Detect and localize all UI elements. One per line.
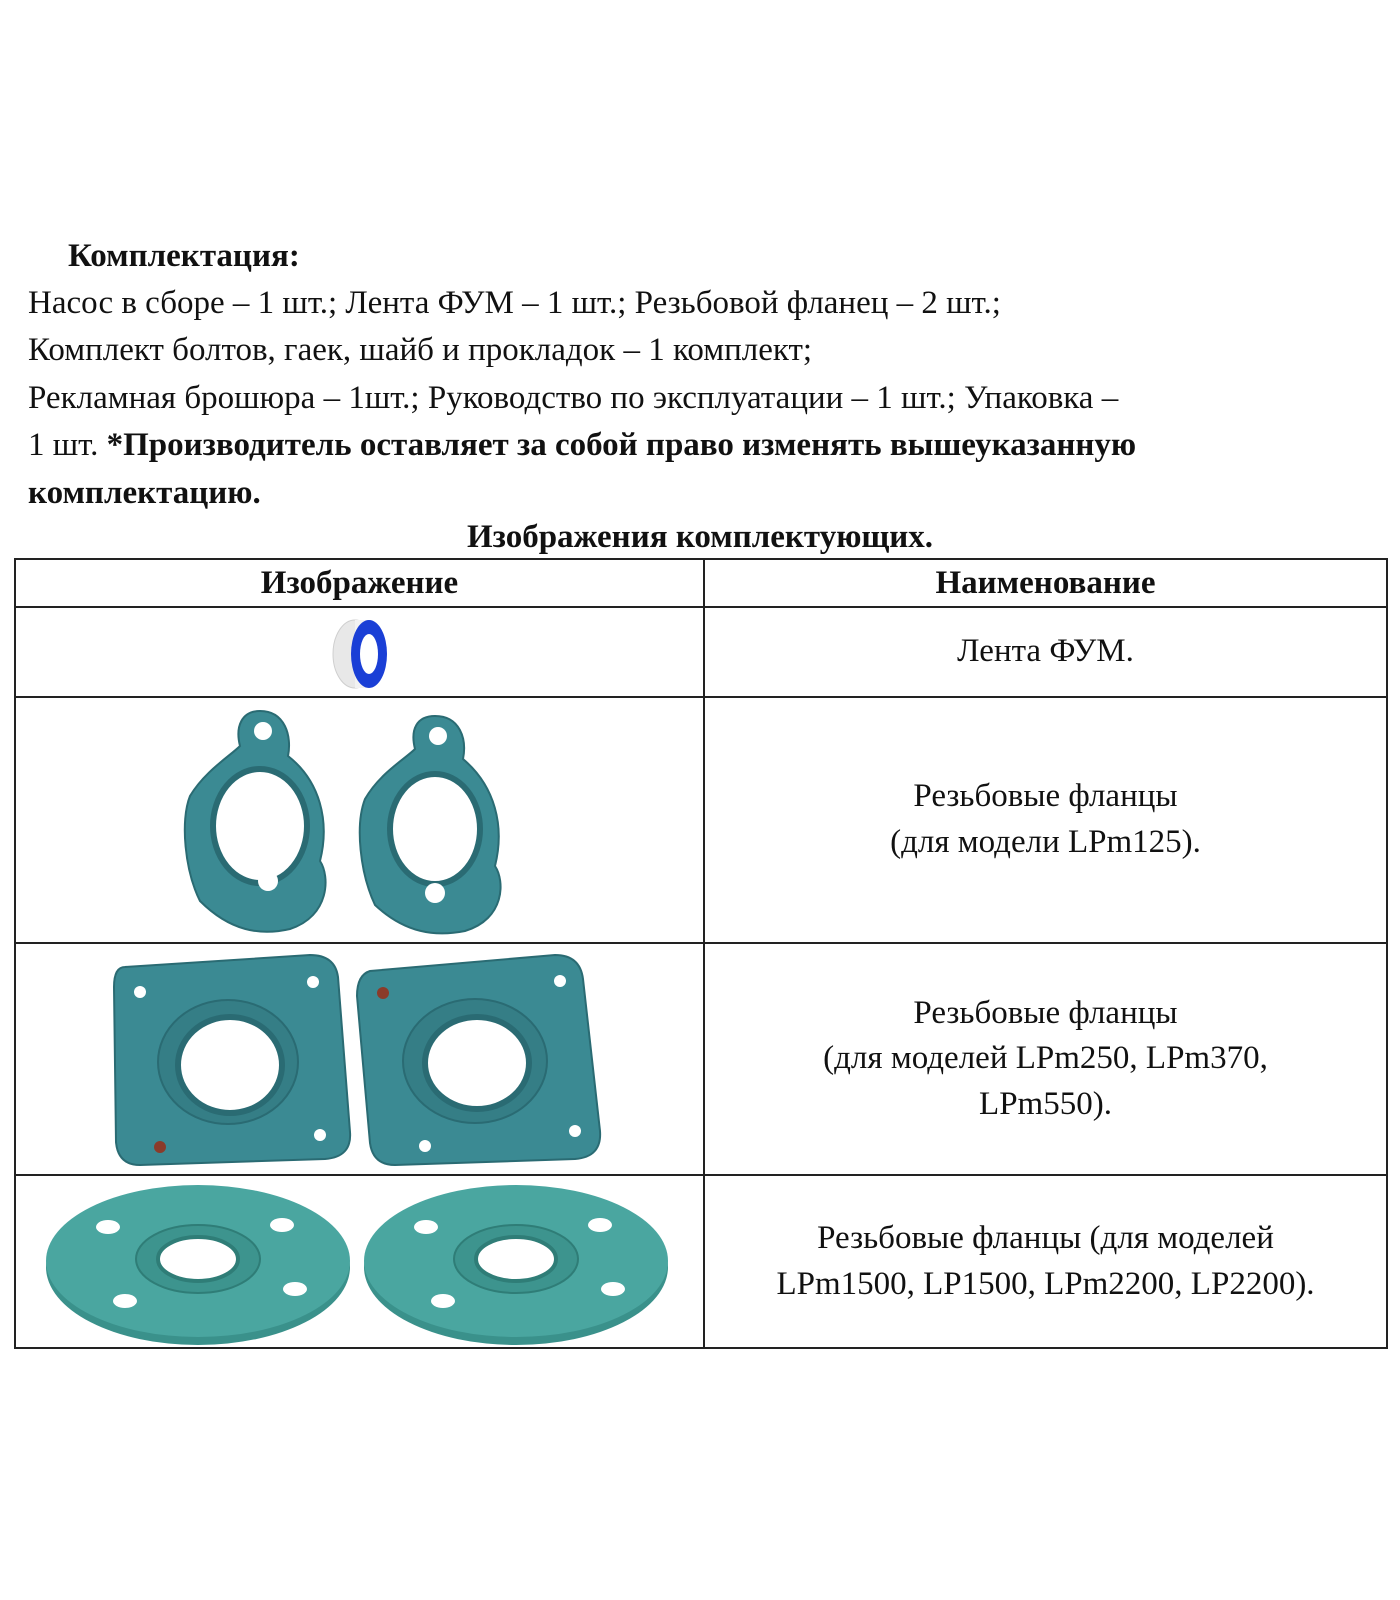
table-row (15, 607, 1387, 697)
image-cell (15, 607, 704, 697)
square-flanges-icon (110, 947, 610, 1171)
name-cell (704, 943, 1387, 1175)
name-cell (704, 607, 1387, 697)
name-line: Резьбовые фланцы (913, 994, 1178, 1031)
table-header-row (15, 559, 1387, 607)
image-cell (15, 697, 704, 943)
image-cell (15, 1175, 704, 1348)
kit-line-5: комплектацию. (28, 475, 261, 511)
name-line: (для модели LPm125). (890, 824, 1201, 860)
table-row (15, 697, 1387, 943)
parts-table (14, 558, 1388, 1349)
round-flanges-icon (40, 1179, 680, 1345)
name-line: LPm1500, LP1500, LPm2200, LP2200). (776, 1265, 1315, 1302)
image-cell (15, 943, 704, 1175)
name-line: (для моделей LPm250, LPm370, (823, 1040, 1268, 1077)
header-name: Наименование (704, 559, 1387, 607)
manufacturer-note: *Производитель оставляет за собой право изменять вышеуказанную (106, 427, 1137, 463)
oval-flanges-icon (180, 701, 540, 939)
kit-line-3: Рекламная брошюра – 1шт.; Руководство по эксплуатации – 1 шт.; Упаковка – (28, 380, 1119, 416)
table-row (15, 943, 1387, 1175)
kit-line-4-plain: 1 шт. (28, 427, 107, 463)
name-line: Лента ФУМ. (957, 633, 1134, 670)
ptfe-tape-roll-icon (320, 612, 400, 692)
kit-line-2: Комплект болтов, гаек, шайб и прокладок – 1 комплект; (28, 332, 813, 368)
kit-heading: Комплектация: (68, 238, 300, 274)
name-line: Резьбовые фланцы (913, 778, 1178, 815)
name-line: Резьбовые фланцы (для моделей (817, 1219, 1274, 1256)
kit-line-4 (28, 427, 1136, 464)
header-image: Изображение (15, 559, 704, 607)
name-cell (704, 697, 1387, 943)
name-cell (704, 1175, 1387, 1348)
name-line: LPm550). (979, 1085, 1112, 1122)
table-title: Изображения комплектующих. (466, 519, 934, 555)
kit-line-1: Насос в сборе – 1 шт.; Лента ФУМ – 1 шт.; Резьбовой фланец – 2 шт.; (28, 285, 1001, 321)
table-row (15, 1175, 1387, 1348)
